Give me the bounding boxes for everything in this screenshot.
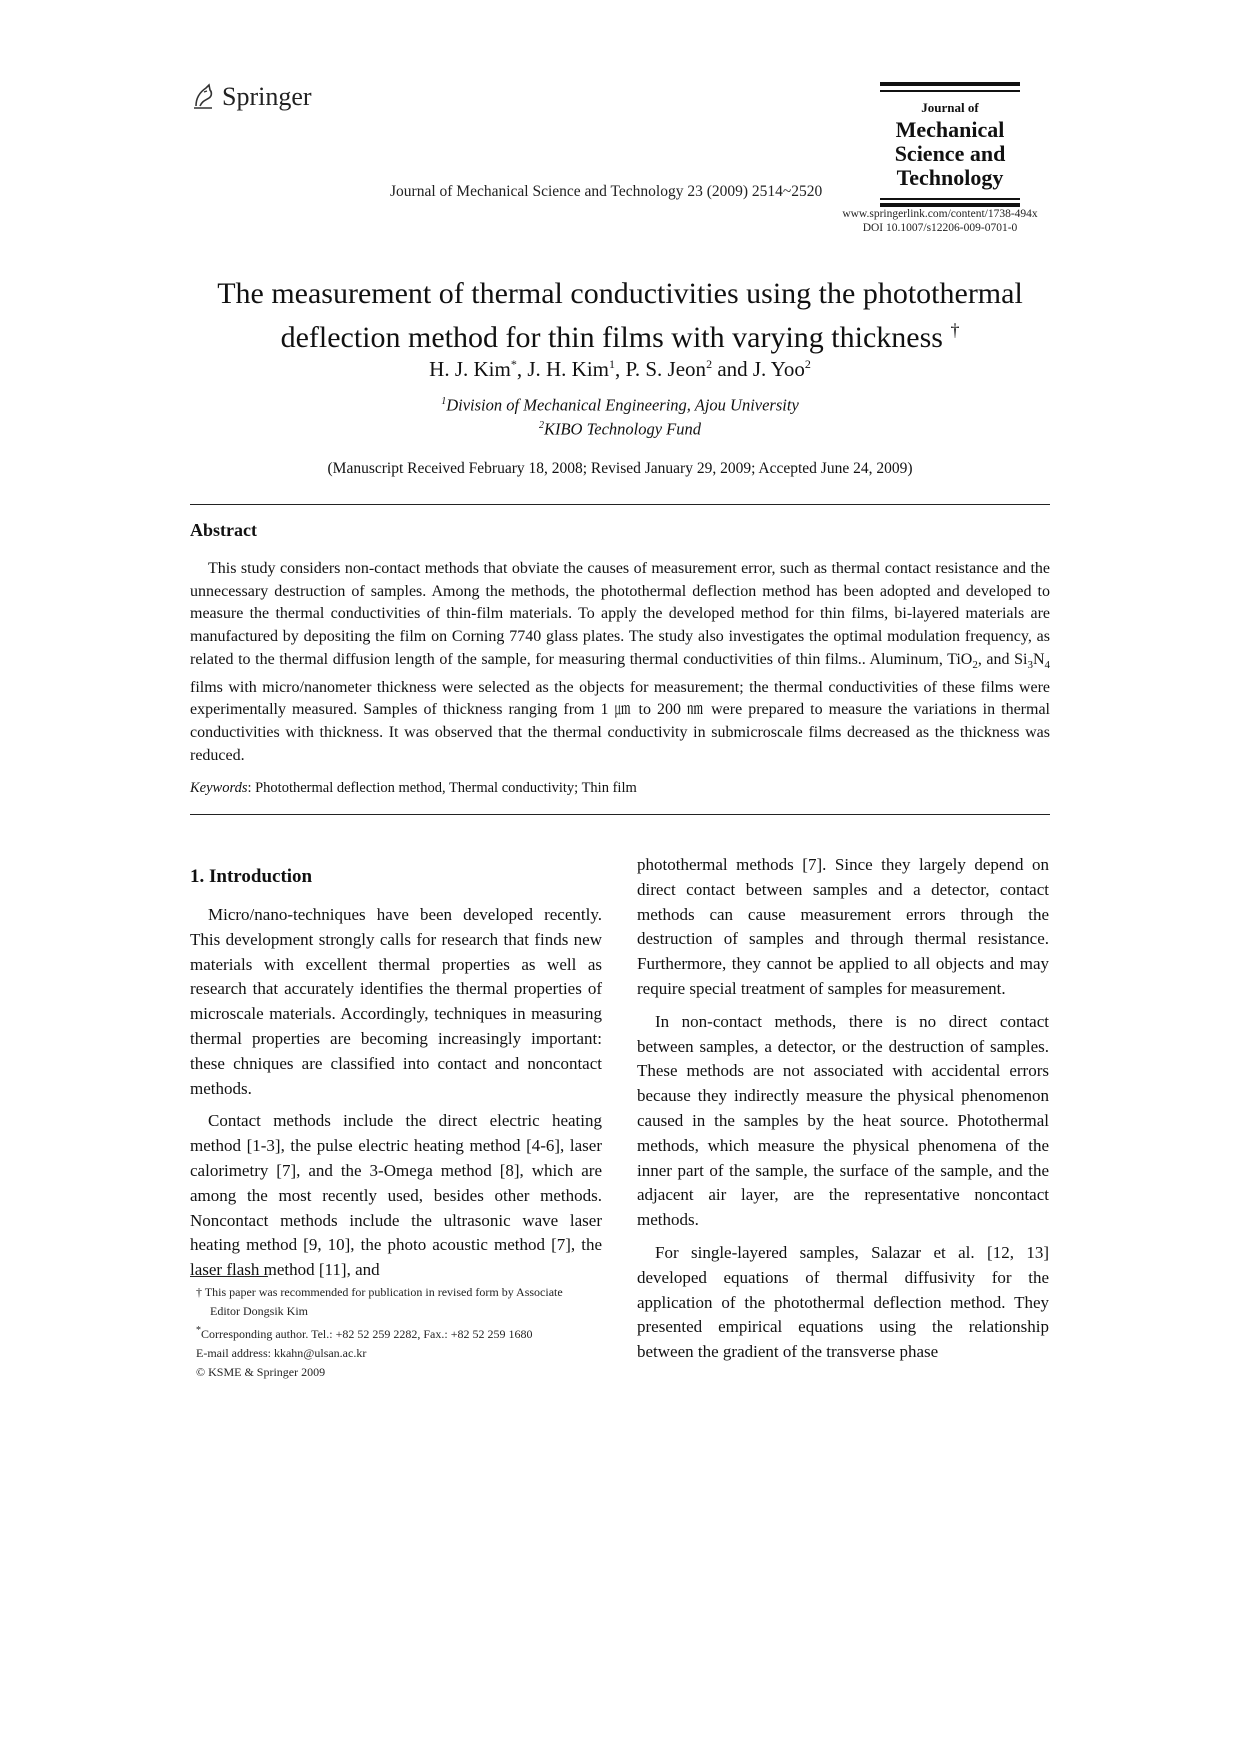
intro-paragraph-5: For single-layered samples, Salazar et al. [12, 13] developed equations of thermal diffusivity for the application of the photothermal deflection method. They presented empirical equations using the relationship between the gradient of the transverse phase [637, 1242, 1049, 1362]
author-2-mark: 1 [609, 357, 616, 371]
right-column [637, 853, 1049, 1365]
abstract-part-1: This study considers non-contact methods that obviate the causes of measurement error, such as thermal contact resistance and the unnecessary destruction of samples. Among the methods, the photothermal deflection method has been adopted and developed to measure the thermal conductivities of thin-film materials. To apply the developed method for thin films, bi-layered materials are manufactured by depositing the film on Corning 7740 glass plates. The study also investigates the optimal modulation frequency, as related to the thermal diffusion length of the sample, for measuring thermal conductivities of thin films.. Aluminum, TiO [190, 560, 1050, 668]
keywords-label: Keywords [190, 780, 248, 796]
intro-paragraph-1: Micro/nano-techniques have been developed recently. This development strongly calls for research that finds new materials with excellent thermal properties as well as research that accurately identifies the thermal properties of microscale materials. Accordingly, techniques in measuring thermal properties are becoming increasingly important: these chniques are classified into contact and noncontact methods. [190, 905, 602, 1098]
author-4-mark: 2 [804, 357, 811, 371]
author-3-mark: 2 [706, 357, 713, 371]
footnote-rule [190, 1276, 268, 1277]
masthead-rule-top [880, 82, 1020, 86]
keywords-text: : Photothermal deflection method, Thermal conductivity; Thin film [247, 780, 637, 796]
footnote-email[interactable]: E-mail address: kkahn@ulsan.ac.kr [196, 1346, 367, 1360]
footnotes [196, 1283, 616, 1382]
affiliation-1: Division of Mechanical Engineering, Ajou University [446, 395, 799, 415]
masthead-line2: Mechanical [895, 117, 1005, 142]
intro-paragraph-4: In non-contact methods, there is no direct contact between samples, a detector, or the destruction of samples. These methods are not associated with accidental errors because they indirectly measure the physical phenomenon caused in the samples by the heat source. Photothermal methods, which measure the physical phenomena of the inner part of the sample, the surface of the sample, and the adjacent air layer, are the representative noncontact methods. [637, 1011, 1049, 1230]
affiliations [130, 392, 1110, 439]
author-4: and J. Yoo [712, 357, 805, 381]
title-line-1: The measurement of thermal conductivities using the photothermal [217, 277, 1023, 310]
masthead-rule-top-thin [880, 90, 1020, 92]
affiliation-2-mark: 2 [538, 419, 544, 431]
divider-bottom [190, 814, 1050, 815]
author-1-mark: * [510, 357, 517, 371]
abstract-part-2: , and Si [977, 650, 1028, 668]
footnote-2-mark: * [196, 1325, 201, 1336]
masthead-rule-bottom-thin [880, 198, 1020, 200]
paper-title [130, 276, 1110, 356]
abstract-heading: Abstract [190, 520, 257, 540]
author-1: H. J. Kim [429, 357, 511, 381]
abstract-part-4: films with micro/nanometer thickness were selected as the objects for measurement; the thermal conductivities of these films were experimentally measured. Samples of thickness ranging from 1 ㎛ to 200 ㎚ were prepared to measure the variations in thermal conductivities with thickness. It was observed that the thermal conductivity in submicroscale films decreased as the thickness was reduced. [190, 678, 1050, 764]
masthead-line3: Science and [894, 141, 1006, 166]
journal-citation: Journal of Mechanical Science and Technology 23 (2009) 2514~2520 [390, 183, 823, 200]
masthead-line4: Technology [896, 165, 1004, 190]
author-list [130, 357, 1110, 382]
intro-paragraph-3: photothermal methods [7]. Since they largely depend on direct contact between samples and a detector, contact methods can cause measurement errors through the destruction of samples and through thermal resistance. Furthermore, they cannot be applied to all objects and may require special treatment of samples for measurement. [637, 855, 1049, 998]
affiliation-1-mark: 1 [441, 396, 447, 407]
abstract-sub: 2 [972, 659, 978, 671]
author-3: , P. S. Jeon [615, 357, 707, 381]
footnote-copyright: © KSME & Springer 2009 [196, 1365, 326, 1379]
springer-url[interactable]: www.springerlink.com/content/1738-494x [842, 208, 1038, 220]
abstract-sub: 3 [1027, 659, 1033, 671]
journal-masthead [880, 82, 1020, 207]
divider-top [190, 504, 1050, 505]
masthead-line1: Journal of [921, 100, 979, 115]
article-meta [830, 207, 1050, 235]
title-dagger: † [950, 320, 960, 340]
abstract-part-3: N [1032, 650, 1045, 668]
footnote-1-cont: Editor Dongsik Kim [210, 1304, 308, 1318]
publisher-name: Springer [222, 82, 312, 111]
section-heading-introduction: 1. Introduction [190, 866, 313, 887]
affiliation-2: KIBO Technology Fund [543, 419, 702, 438]
manuscript-dates: (Manuscript Received February 18, 2008; Revised January 29, 2009; Accepted June 24, 2009) [327, 460, 913, 477]
title-line-2: deflection method for thin films with varying thickness [280, 321, 943, 354]
author-2: , J. H. Kim [516, 357, 610, 381]
doi: DOI 10.1007/s12206-009-0701-0 [862, 222, 1018, 234]
abstract-sub: 4 [1044, 659, 1050, 671]
publisher-logo [190, 82, 312, 112]
left-column [190, 903, 602, 1283]
abstract-text [190, 558, 1050, 768]
footnote-1: † This paper was recommended for publication in revised form by Associate [196, 1285, 563, 1299]
keywords [190, 780, 637, 797]
springer-horse-icon [190, 82, 216, 112]
footnote-2: Corresponding author. Tel.: +82 52 259 2282, Fax.: +82 52 259 1680 [201, 1327, 533, 1341]
intro-paragraph-2: Contact methods include the direct electric heating method [1-3], the pulse electric heating method [4-6], laser calorimetry [7], and the 3-Omega method [8], which are among the most recently used, besides other methods. Noncontact methods include the ultrasonic wave laser heating method [9, 10], the photo acoustic method [7], the laser flash method [11], and [190, 1111, 602, 1280]
